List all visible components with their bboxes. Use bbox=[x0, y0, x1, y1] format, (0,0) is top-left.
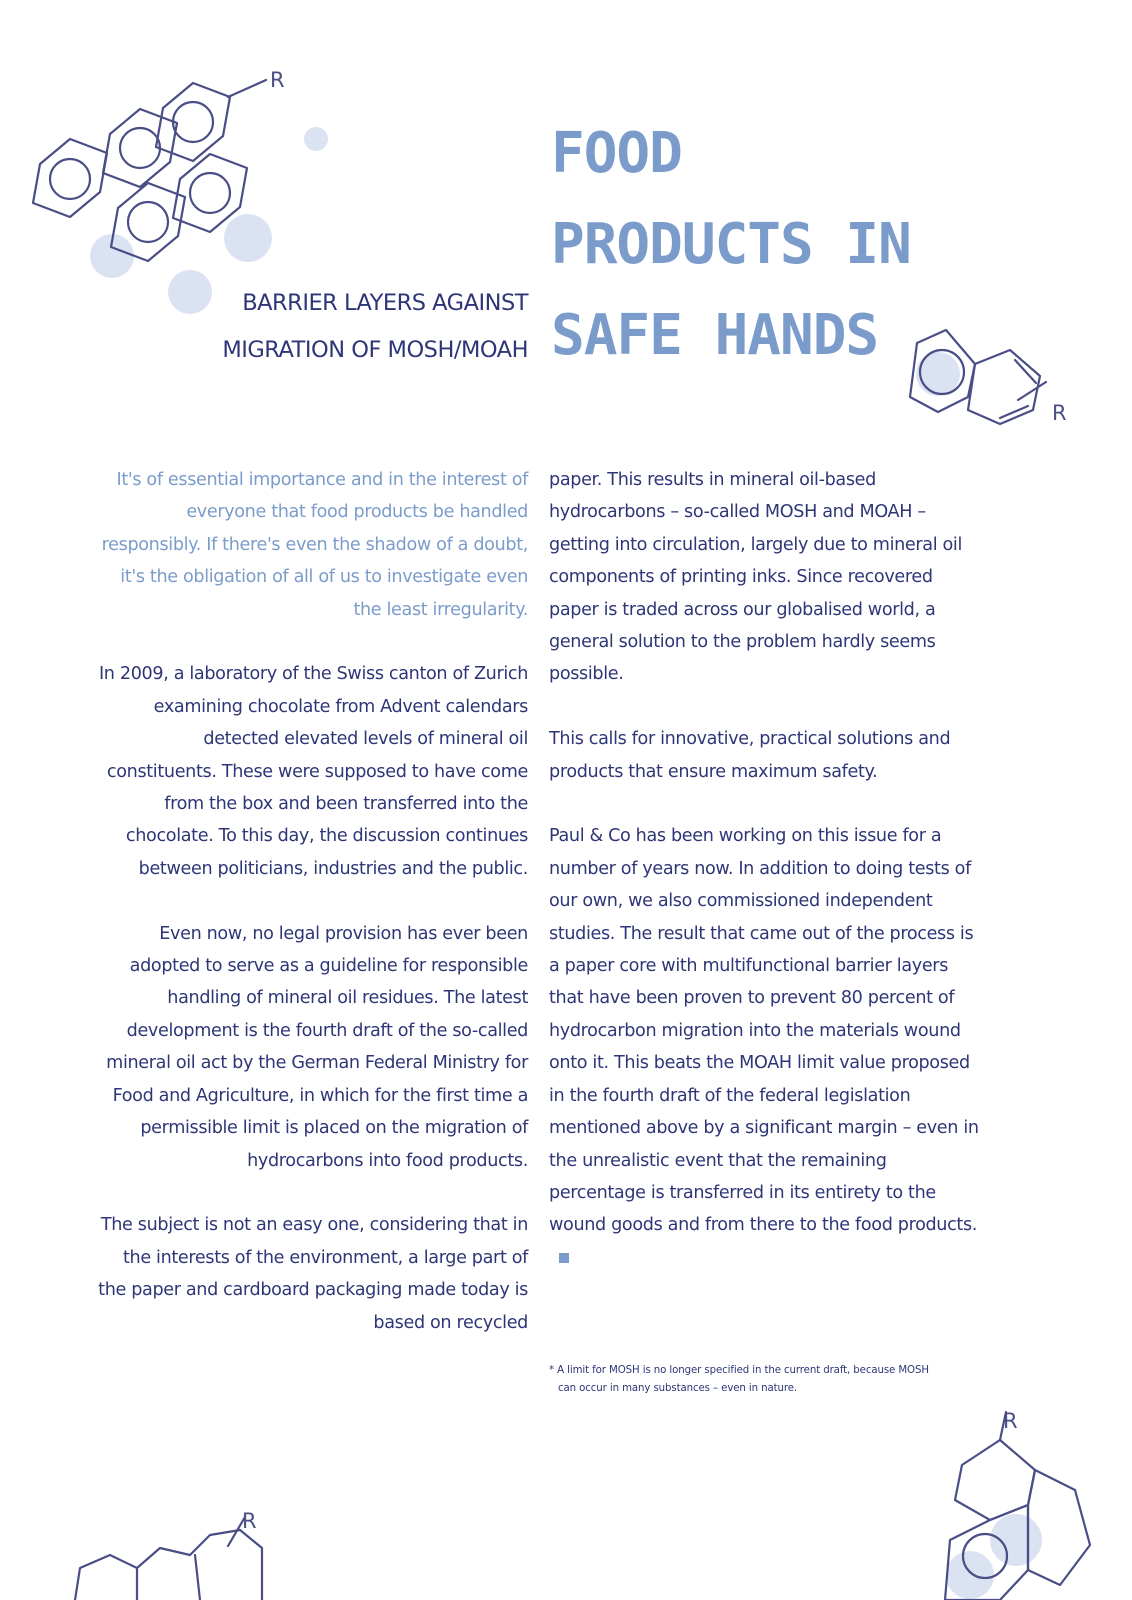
body-paragraph-text: Paul & Co has been working on this issue for a number of years now. In addition to doing tests of our own, we also commissioned independent studies. The result that came out of the process is a paper core with multifunctional barrier layers that have been proven to prevent 80 percent of hydrocarbon migration into the materials wound onto it. This beats the MOAH limit value proposed in the fourth draft of the federal legislation mentioned above by a significant margin – even in the unrealistic event that the remaining percentage is transferred in its entirety to the wound goods and from there to the food products. bbox=[549, 826, 979, 1236]
polycyclic-molecule-icon bbox=[920, 1400, 1132, 1600]
cyclohexane-chain-icon bbox=[60, 1500, 280, 1600]
body-paragraph: Even now, no legal provision has ever been adopted to serve as a guideline for responsible handling of mineral oil residues. The latest development is the fourth draft of the so-called mineral oil act by the German Federal Ministry for Food and Agriculture, in which for the first time a permissible limit is placed on the migration of hydrocarbons into food products. bbox=[106, 923, 528, 1171]
title-line: SAFE HANDS bbox=[551, 303, 879, 368]
page-subtitle bbox=[88, 280, 528, 374]
svg-text:R: R bbox=[1003, 1409, 1018, 1433]
right-column bbox=[549, 464, 979, 1307]
footnote-line: * A limit for MOSH is no longer specified in the current draft, because MOSH bbox=[549, 1365, 929, 1376]
lead-paragraph: It's of essential importance and in the interest of everyone that food products be handled responsibly. If there's even the shadow of a doubt, it's the obligation of all of us to investigate even the least irregularity. bbox=[101, 470, 528, 620]
svg-text:R: R bbox=[270, 68, 285, 92]
footnote-line: can occur in many substances – even in nature. bbox=[558, 1383, 798, 1394]
subtitle-line: BARRIER LAYERS AGAINST bbox=[242, 290, 528, 316]
title-line: FOOD bbox=[551, 121, 682, 186]
body-paragraph: This calls for innovative, practical solutions and products that ensure maximum safety. bbox=[549, 729, 951, 782]
subtitle-line: MIGRATION OF MOSH/MOAH bbox=[222, 337, 528, 363]
svg-text:R: R bbox=[242, 1509, 257, 1533]
page-title bbox=[551, 108, 1071, 381]
body-paragraph: paper. This results in mineral oil-based hydrocarbons – so-called MOSH and MOAH – getting into circulation, largely due to mineral oil components of printing inks. Since recovered paper is traded across our globalised world, a general solution to the problem hardly seems possible. bbox=[549, 470, 962, 685]
svg-text:R: R bbox=[1052, 401, 1067, 425]
end-square-icon bbox=[559, 1253, 569, 1263]
title-line: PRODUCTS IN bbox=[551, 212, 911, 277]
body-paragraph: The subject is not an easy one, considering that in the interests of the environment, a large part of the paper and cardboard packaging made today is based on recycled bbox=[98, 1215, 528, 1333]
left-column bbox=[98, 464, 528, 1371]
body-paragraph: In 2009, a laboratory of the Swiss canton of Zurich examining chocolate from Advent calendars detected elevated levels of mineral oil constituents. These were supposed to have come from the box and been transferred into the chocolate. To this day, the discussion continues between politicians, industries and the public. bbox=[98, 664, 528, 879]
footnote bbox=[549, 1362, 969, 1398]
pyrene-molecule-icon bbox=[30, 60, 310, 270]
body-paragraph bbox=[549, 820, 979, 1274]
